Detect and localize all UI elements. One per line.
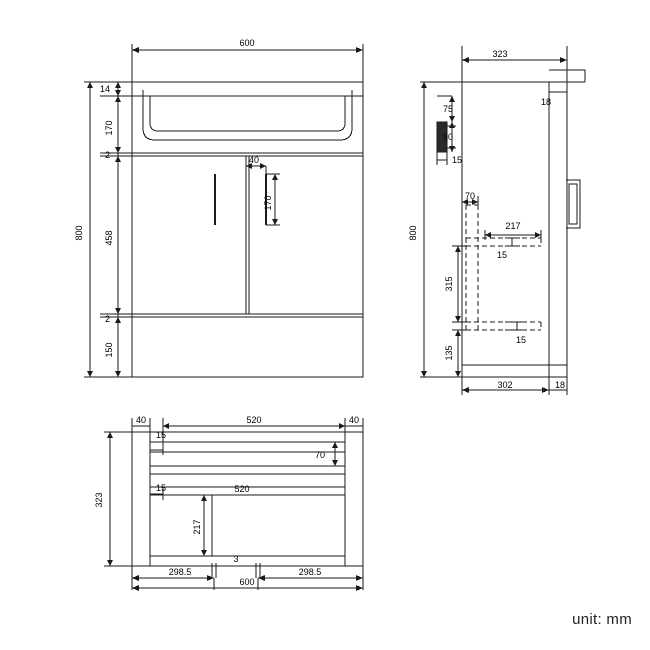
dim-side-135: 135	[444, 345, 454, 361]
front-dimension-labels	[74, 38, 273, 358]
dim-plan-40-right: 40	[348, 415, 360, 425]
dim-plan-15-top: 15	[155, 430, 167, 440]
dim-front-170: 170	[104, 120, 114, 136]
dim-plan-3: 3	[233, 554, 239, 564]
dim-side-15-bracket: 15	[451, 155, 463, 165]
dim-side-18-top: 18	[540, 97, 552, 107]
dim-front-gap-upper: 2	[104, 150, 110, 160]
dim-side-315: 315	[444, 276, 454, 292]
side-dimension-labels	[408, 49, 565, 390]
plan-dimension-lines	[104, 418, 363, 591]
dim-plan-323: 323	[94, 492, 104, 508]
dim-front-800: 800	[74, 225, 84, 241]
dim-plan-520-lower: 520	[234, 484, 250, 494]
dim-side-70: 70	[464, 191, 476, 201]
dim-plan-70: 70	[314, 450, 326, 460]
plan-dimension-labels	[94, 415, 359, 587]
unit-note: unit: mm	[572, 611, 632, 628]
dim-front-458: 458	[104, 230, 114, 246]
front-elevation-outline	[132, 82, 363, 377]
dim-plan-520-top: 520	[246, 415, 262, 425]
dim-plan-15-mid: 15	[155, 483, 167, 493]
dim-side-217: 217	[505, 221, 521, 231]
dim-side-800: 800	[408, 225, 418, 241]
dim-plan-600: 600	[239, 577, 255, 587]
dim-side-75: 75	[442, 104, 454, 114]
dim-side-302: 302	[497, 380, 513, 390]
plan-view-outline	[132, 432, 363, 578]
dim-front-600: 600	[239, 38, 255, 48]
dim-front-150: 150	[104, 342, 114, 358]
dim-front-handle-170: 170	[263, 195, 273, 211]
dim-side-323: 323	[492, 49, 508, 59]
dim-plan-217: 217	[192, 519, 202, 535]
front-dimension-lines	[84, 44, 363, 377]
dim-front-gap-lower: 2	[104, 314, 110, 324]
dim-plan-40-left: 40	[135, 415, 147, 425]
dim-side-18-bottom: 18	[554, 380, 566, 390]
dim-front-40: 40	[248, 155, 260, 165]
dim-side-15-upper: 15	[496, 250, 508, 260]
dim-side-90: 90	[442, 132, 454, 142]
dim-plan-2985-right: 298.5	[298, 567, 322, 577]
dim-plan-2985-left: 298.5	[168, 567, 192, 577]
dim-side-15-lower: 15	[515, 335, 527, 345]
dim-front-14: 14	[99, 84, 110, 94]
